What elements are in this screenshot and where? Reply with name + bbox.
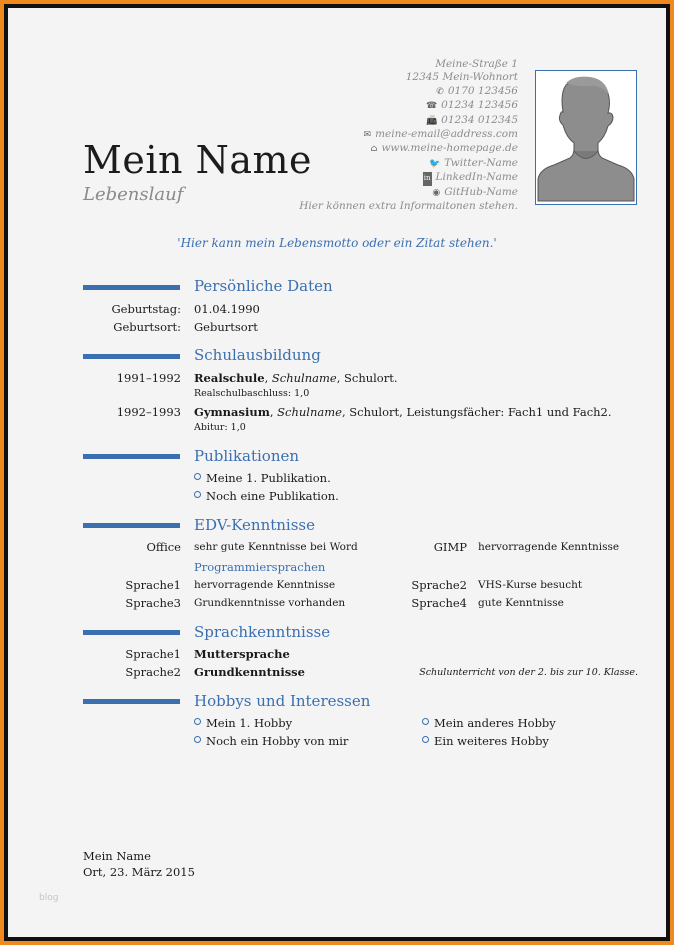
school-years-1: 1991–1992: [116, 371, 181, 385]
life-motto: 'Hier kann mein Lebensmotto oder ein Zitat stehen.': [177, 236, 497, 250]
school-years-2: 1992–1993: [116, 405, 181, 419]
cv-name: Mein Name: [83, 138, 313, 182]
homepage-icon: ⌂: [370, 144, 378, 155]
contact-extra: Hier können extra Informaitonen stehen.: [299, 200, 518, 213]
section-bar-publications: [83, 454, 180, 459]
language2-value: Grundkenntnisse: [194, 665, 305, 679]
publication-item: Meine 1. Publikation.: [194, 471, 331, 485]
cv-page: [8, 8, 666, 937]
prog-lang4-label: Sprache4: [411, 596, 467, 610]
contact-github[interactable]: ◉ GitHub-Name: [299, 186, 518, 200]
gimp-value: hervorragende Kenntnisse: [478, 541, 620, 553]
language1-label: Sprache1: [125, 647, 181, 661]
bullet-icon: [194, 718, 201, 725]
section-bar-school: [83, 354, 180, 359]
contact-linkedin[interactable]: in LinkedIn-Name: [299, 171, 518, 185]
prog-lang1-label: Sprache1: [125, 578, 181, 592]
birthplace-label: Geburtsort:: [113, 320, 181, 334]
bullet-icon: [194, 473, 201, 480]
twitter-icon: 🐦: [428, 158, 441, 169]
publication-item: Noch eine Publikation.: [194, 489, 339, 503]
school-entry-1: Realschule, Schulname, Schulort.: [194, 371, 398, 385]
language1-value: Muttersprache: [194, 647, 290, 661]
birthday-value: 01.04.1990: [194, 302, 260, 316]
linkedin-icon: in: [423, 172, 432, 185]
bullet-icon: [194, 491, 201, 498]
section-title-school: Schulausbildung: [194, 346, 321, 364]
section-title-publications: Publikationen: [194, 447, 300, 465]
prog-lang2-value: VHS-Kurse besucht: [478, 579, 583, 591]
section-bar-personal: [83, 285, 180, 290]
contact-email[interactable]: ✉ meine-email@address.com: [299, 128, 518, 142]
contact-phone: ☎ 01234 123456: [299, 99, 518, 113]
bullet-icon: [422, 736, 429, 743]
office-label: Office: [146, 540, 181, 554]
page-frame: [4, 4, 670, 941]
bullet-icon: [194, 736, 201, 743]
fax-icon: 📠: [425, 115, 438, 126]
bullet-icon: [422, 718, 429, 725]
programming-title: Programmiersprachen: [194, 560, 326, 574]
school-detail-2: Abitur: 1,0: [194, 422, 246, 433]
section-title-personal: Persönliche Daten: [194, 277, 333, 295]
language2-label: Sprache2: [125, 665, 181, 679]
section-bar-languages: [83, 630, 180, 635]
contact-fax: 📠 01234 012345: [299, 114, 518, 128]
gimp-label: GIMP: [433, 540, 467, 554]
prog-lang2-label: Sprache2: [411, 578, 467, 592]
email-icon: ✉: [363, 130, 372, 141]
hobby-item: Mein 1. Hobby: [194, 716, 292, 730]
contact-homepage[interactable]: ⌂ www.meine-homepage.de: [299, 142, 518, 156]
mobile-icon: ✆: [436, 86, 444, 97]
prog-lang4-value: gute Kenntnisse: [478, 597, 564, 609]
avatar-silhouette-icon: [536, 71, 636, 204]
language2-note: Schulunterricht von der 2. bis zur 10. Klasse.: [419, 667, 638, 678]
prog-lang3-value: Grundkenntnisse vorhanden: [194, 597, 346, 609]
contact-twitter[interactable]: 🐦 Twitter-Name: [299, 157, 518, 171]
birthday-label: Geburtstag:: [111, 302, 181, 316]
signature-block: [83, 848, 195, 880]
section-title-languages: Sprachkenntnisse: [194, 623, 331, 641]
birthplace-value: Geburtsort: [194, 320, 258, 334]
hobby-item: Ein weiteres Hobby: [422, 734, 549, 748]
cv-subtitle: Lebenslauf: [83, 184, 184, 205]
footer-name: Mein Name: [83, 849, 151, 863]
section-title-edv: EDV-Kenntnisse: [194, 516, 315, 534]
phone-icon: ☎: [425, 101, 438, 112]
hobby-item: Mein anderes Hobby: [422, 716, 556, 730]
contact-block: [299, 58, 518, 213]
contact-street: Meine-Straße 1: [435, 58, 518, 70]
office-value: sehr gute Kenntnisse bei Word: [194, 541, 358, 553]
school-detail-1: Realschulbaschluss: 1,0: [194, 388, 310, 399]
prog-lang1-value: hervorragende Kenntnisse: [194, 579, 336, 591]
hobby-item: Noch ein Hobby von mir: [194, 734, 348, 748]
school-entry-2: Gymnasium, Schulname, Schulort, Leistungsfächer: Fach1 und Fach2.: [194, 405, 612, 419]
prog-lang3-label: Sprache3: [125, 596, 181, 610]
contact-city: 12345 Mein-Wohnort: [405, 71, 518, 84]
github-icon: ◉: [432, 187, 441, 198]
watermark: blog: [39, 893, 59, 903]
footer-place-date: Ort, 23. März 2015: [83, 865, 195, 879]
profile-photo: [535, 70, 637, 205]
section-bar-edv: [83, 523, 180, 528]
contact-mobile: ✆ 0170 123456: [299, 85, 518, 99]
section-bar-hobbies: [83, 699, 180, 704]
section-title-hobbies: Hobbys und Interessen: [194, 692, 371, 710]
